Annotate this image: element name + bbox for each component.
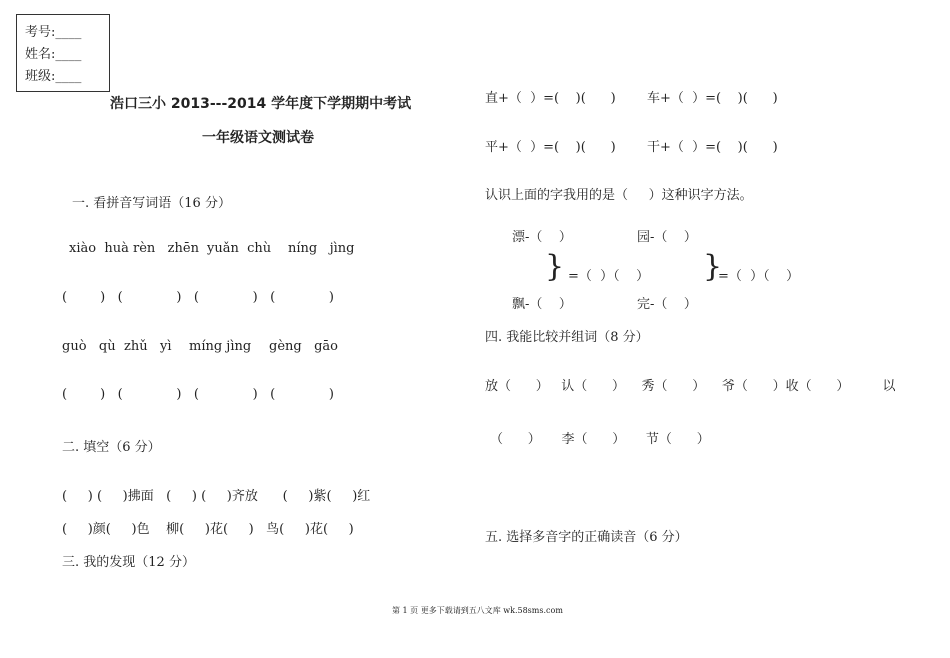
word-building-row2: （ ） 李（ ） 节（ ） — [490, 432, 710, 447]
exam-subtitle: 一年级语文测试卷 — [202, 130, 314, 146]
char-group1-bottom: 飘-（ ） — [512, 297, 572, 312]
brace-symbol: } — [703, 249, 723, 284]
char-group2-result: =（ ）（ ） — [718, 269, 800, 284]
brace-symbol: } — [545, 249, 565, 284]
section3-heading: 三. 我的发现（12 分） — [62, 555, 195, 570]
fill-blank-line1: ( ) ( )拂面 ( ) ( )齐放 ( )紫( )红 — [62, 489, 371, 504]
section5-heading: 五. 选择多音字的正确读音（6 分） — [485, 530, 688, 545]
char-group2-bottom: 完-（ ） — [637, 297, 697, 312]
class-field: 班级:____ — [25, 69, 82, 84]
method-question: 认识上面的字我用的是（ ）这种识字方法。 — [485, 188, 753, 203]
char-group2-top: 园-（ ） — [637, 230, 697, 245]
pinyin-word: níng jìng — [288, 241, 355, 256]
exam-number-field: 考号:____ — [25, 25, 82, 40]
page-footer: 第 1 页 更多下载请到五八文库 wk.58sms.com — [392, 606, 563, 615]
pinyin-word: míng jìng — [189, 339, 252, 354]
pinyin-word: rèn zhēn — [133, 241, 199, 256]
char-group1-top: 漂-（ ） — [512, 230, 572, 245]
equation-item: 干+（ ）=( )( ) — [647, 140, 778, 155]
pinyin-word: guò qù — [62, 339, 116, 354]
equation-item: 直+（ ）=( )( ) — [485, 91, 616, 106]
answer-blanks-row1: ( ) ( ) ( ) ( ) — [62, 290, 334, 305]
pinyin-word: xiào huà — [69, 241, 129, 256]
char-group1-result: =（ ）（ ） — [568, 269, 650, 284]
student-info-box — [16, 14, 110, 92]
name-field: 姓名:____ — [25, 47, 82, 62]
section2-heading: 二. 填空（6 分） — [62, 440, 161, 455]
section4-heading: 四. 我能比较并组词（8 分） — [485, 330, 649, 345]
pinyin-word: gèng gāo — [269, 339, 339, 354]
pinyin-word: yuǎn chù — [207, 241, 272, 256]
word-building-row1: 放（ ） 认（ ） 秀（ ） 爷（ ）收（ ） 以 — [485, 379, 896, 394]
pinyin-word: zhǔ yì — [124, 339, 172, 354]
answer-blanks-row2: ( ) ( ) ( ) ( ) — [62, 387, 334, 402]
equation-item: 车+（ ）=( )( ) — [647, 91, 778, 106]
section1-heading: 一. 看拼音写词语（16 分） — [72, 196, 231, 211]
fill-blank-line2: ( )颜( )色 柳( )花( ) 鸟( )花( ) — [62, 522, 354, 537]
exam-title: 浩口三小 2013---2014 学年度下学期期中考试 — [110, 96, 412, 112]
equation-item: 平+（ ）=( )( ) — [485, 140, 616, 155]
